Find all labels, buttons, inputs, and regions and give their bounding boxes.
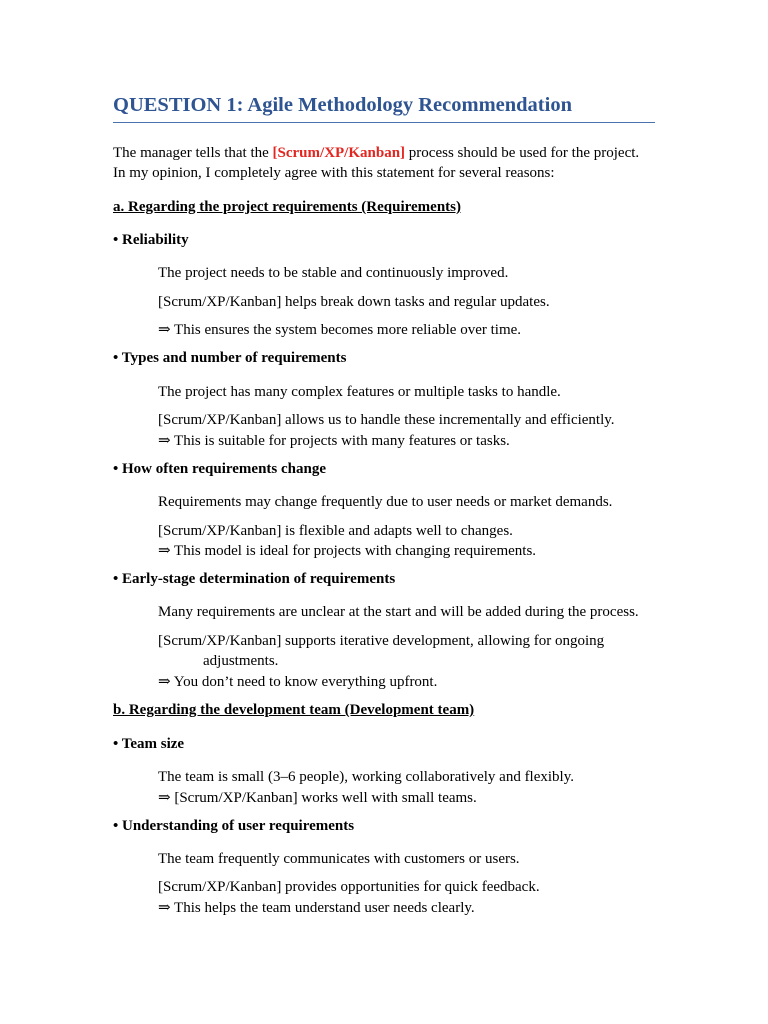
change-frequency-title: • How often requirements change [113,461,327,477]
types-number-line-2: [Scrum/XP/Kanban] allows us to handle these incrementally and efficiently. [158,412,615,428]
intro-line-2: In my opinion, I completely agree with this statement for several reasons: [113,165,555,181]
types-number-conclusion: ⇒ This is suitable for projects with many features or tasks. [158,433,510,449]
early-stage-title: • Early-stage determination of requirements [113,571,396,587]
reliability-line-1: The project needs to be stable and continuously improved. [158,265,509,281]
page-title: QUESTION 1: Agile Methodology Recommendation [113,94,572,116]
change-frequency-line-2: [Scrum/XP/Kanban] is flexible and adapts well to changes. [158,523,513,539]
intro-text-pre: The manager tells that the [113,145,273,161]
types-number-title: • Types and number of requirements [113,350,347,366]
user-understanding-title: • Understanding of user requirements [113,818,355,834]
team-size-title: • Team size [113,736,185,752]
title-underline-rule [113,122,655,123]
intro-line-1 [113,144,639,162]
reliability-line-2: [Scrum/XP/Kanban] helps break down tasks and regular updates. [158,294,550,310]
methodology-highlight: [Scrum/XP/Kanban] [272,145,406,161]
team-size-conclusion: ⇒ [Scrum/XP/Kanban] works well with small teams. [158,790,477,806]
user-understanding-line-1: The team frequently communicates with customers or users. [158,851,520,867]
change-frequency-line-1: Requirements may change frequently due to user needs or market demands. [158,494,613,510]
user-understanding-conclusion: ⇒ This helps the team understand user needs clearly. [158,900,475,916]
early-stage-line-2: [Scrum/XP/Kanban] supports iterative development, allowing for ongoing [158,633,605,649]
types-number-line-1: The project has many complex features or multiple tasks to handle. [158,384,561,400]
team-size-line-1: The team is small (3–6 people), working collaboratively and flexibly. [158,769,574,785]
change-frequency-conclusion: ⇒ This model is ideal for projects with changing requirements. [158,543,537,559]
reliability-title: • Reliability [113,232,189,248]
reliability-conclusion: ⇒ This ensures the system becomes more reliable over time. [158,322,522,338]
section-a-heading: a. Regarding the project requirements (Requirements) [113,199,462,215]
intro-text-post: process should be used for the project. [405,145,640,161]
early-stage-conclusion: ⇒ You don’t need to know everything upfront. [158,674,438,690]
early-stage-line-1: Many requirements are unclear at the start and will be added during the process. [158,604,639,620]
early-stage-line-2-continued: adjustments. [203,653,279,669]
user-understanding-line-2: [Scrum/XP/Kanban] provides opportunities for quick feedback. [158,879,540,895]
section-b-heading: b. Regarding the development team (Development team) [113,702,475,718]
